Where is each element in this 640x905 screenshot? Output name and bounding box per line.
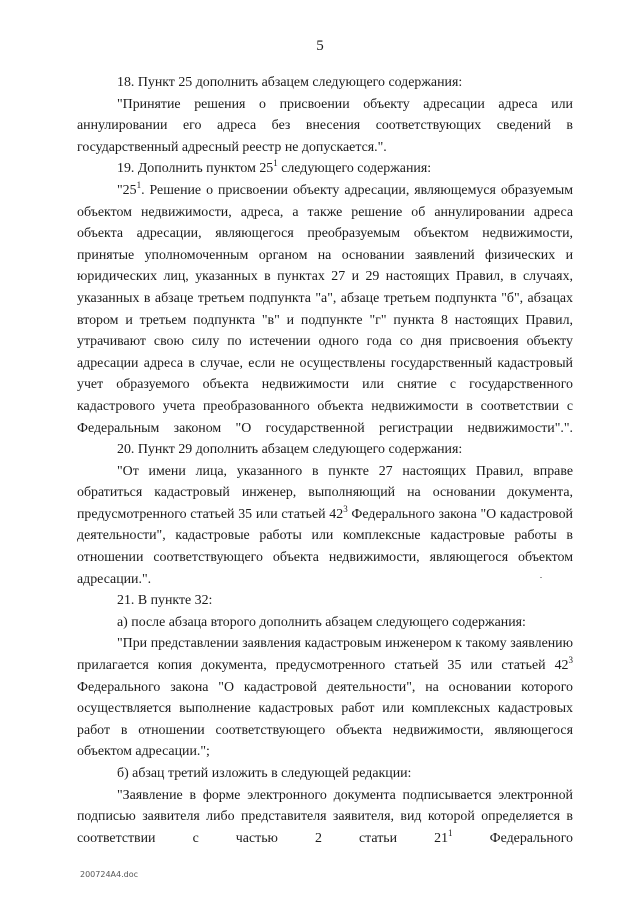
paragraph-20-text: "От имени лица, указанного в пункте 27 настоящих Правил, вправе обратиться кадастровый инженер, выполняющий на основании документа, предусмотренного статьей 35 или статьей $42^3$ Федерального закона "О кадастровой деятельности", кадастровые работы или комплексные кадастровые работы в отношении соответствующего объекта недвижимости, являющегося объектом адресации.". <box>77 463 573 587</box>
superscript: 1 <box>448 827 453 838</box>
page-number: 5 <box>316 38 324 54</box>
scan-speck <box>540 577 542 578</box>
paragraph-19-text: "$25^1$. Решение о присвоении объекту адресации, являющемуся образуемым объектом недвижимости, адреса, а также решение об аннулировании адреса объекта адресации, являющегося преобразуемым объектом недвижимости, принятые уполномоченным органом на основании заявлений физических и юридических лиц, указанных в пунктах 27 и 29 настоящих Правил, в случаях, указанных в абзаце третьем подпункта "а", абзаце третьем подпункта "б", абзацах втором и третьем подпункта "в" и подпункте "г" пункта 8 настоящих Правил, утрачивают свою силу по истечении одного года со дня присвоения объекту адресации адреса в случае, если не осуществлены государственный кадастровый учет образуемого объекта недвижимости или снятие с государственного кадастрового учета преобразованного объекта недвижимости в соответствии с Федеральным законом "О государственной регистрации недвижимости".". <box>77 179 573 436</box>
superscript: 1 <box>136 179 142 190</box>
paragraph-19-heading: 19. Дополнить пунктом $25^1$ следующего содержания: <box>117 158 432 177</box>
superscript: 3 <box>343 503 348 514</box>
superscript: 3 <box>568 655 573 666</box>
superscript: 1 <box>273 158 278 169</box>
document-body <box>77 72 573 849</box>
paragraph-21a-text: "При представлении заявления кадастровым инженером к такому заявлению прилагается копия документа, предусмотренного статьей 35 или статьей $42^3$ Федерального закона "О кадастровой деятельности", на основании которого осуществляется выполнение кадастровых работ или комплексных кадастровых работ в отношении соответствующего объекта недвижимости, являющегося объектом адресации."; <box>77 636 573 760</box>
paragraph-20-heading: 20. Пункт 29 дополнить абзацем следующего содержания: <box>117 442 463 458</box>
paragraph-21b-text: "Заявление в форме электронного документа подписывается электронной подписью заявителя либо представителя заявителя, вид которой определяется в соответствии с частью 2 статьи $21^1$ Федерального <box>77 787 573 846</box>
paragraph-21a-heading: а) после абзаца второго дополнить абзацем следующего содержания: <box>117 614 526 630</box>
paragraph-21-heading: 21. В пункте 32: <box>117 593 213 609</box>
paragraph-21b-heading: б) абзац третий изложить в следующей редакции: <box>117 766 412 781</box>
footer-filename: 200724A4.doc <box>80 870 139 879</box>
paragraph-18-heading: 18. Пункт 25 дополнить абзацем следующего содержания: <box>117 75 463 90</box>
paragraph-18-text: "Принятие решения о присвоении объекту адресации адреса или аннулировании его адреса без внесения соответствующих сведений в государственный адресный реестр не допускается.". <box>77 96 573 155</box>
